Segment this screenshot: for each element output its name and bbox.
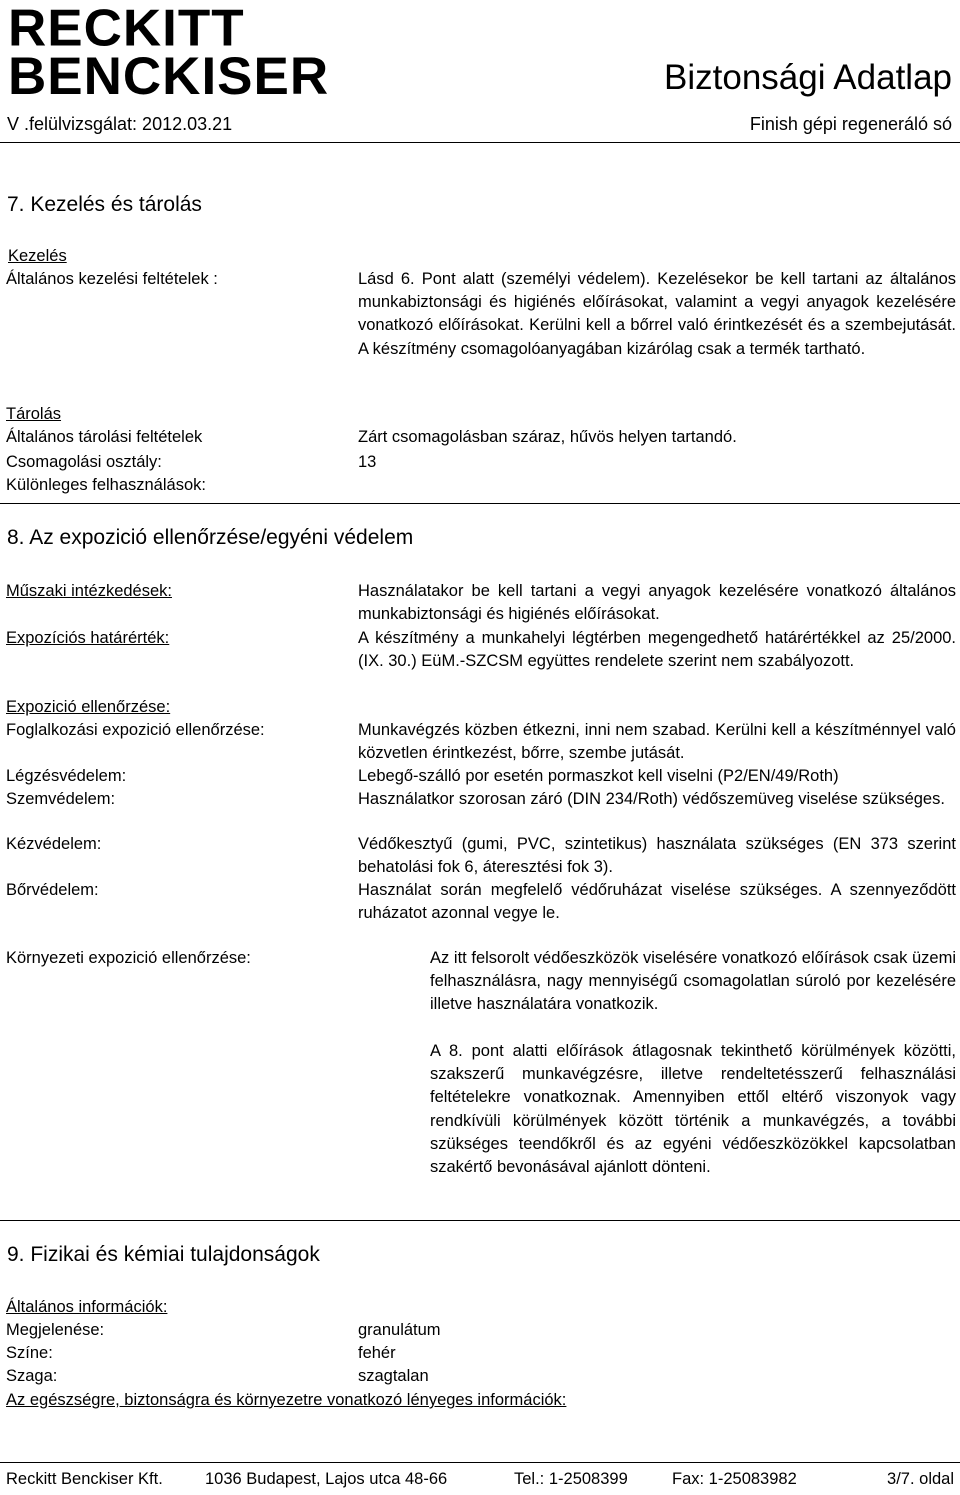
product-name: Finish gépi regeneráló só [749, 114, 952, 134]
exposure-limits-label: Expozíciós határérték: [6, 629, 170, 647]
handling-text: Lásd 6. Pont alatt (személyi védelem). Kezelésekor be kell tartani az általános munkabiztonsági és higiénés előírásokat, valamint a vegyi anyagok kezelésére vonatkozó előírásokat. Kerülni kell a bőrrel való érintkezését és a szembejutását. A készítmény csomagolóanyagában kizárólag csak a termék tartható. [358, 270, 956, 358]
respiratory-protection-text: Lebegő-szálló por esetén pormaszkot kell viselni (P2/EN/49/Roth) [358, 767, 839, 785]
footer-fax: Fax: 1-25083982 [672, 1470, 797, 1488]
footer-page-number: 3/7. oldal [887, 1470, 954, 1488]
packing-class-value: 13 [358, 453, 377, 471]
color-value: fehér [358, 1344, 396, 1362]
packing-class-label: Csomagolási osztály: [6, 453, 162, 471]
health-safety-info-label: Az egészségre, biztonságra és környezetre vonatkozó lényeges információk: [6, 1391, 567, 1409]
general-info-label: Általános információk: [6, 1298, 168, 1316]
section-7-divider [0, 503, 960, 504]
odor-label: Szaga: [6, 1367, 58, 1385]
footer-phone: Tel.: 1-2508399 [514, 1470, 628, 1488]
document-title: Biztonsági Adatlap [664, 58, 952, 97]
footer-company: Reckitt Benckiser Kft. [6, 1470, 163, 1488]
section-9-title: 9. Fizikai és kémiai tulajdonságok [7, 1243, 320, 1266]
color-label: Színe: [6, 1344, 53, 1362]
company-logo [8, 0, 330, 106]
skin-protection-label: Bőrvédelem: [6, 881, 99, 899]
skin-protection-text: Használat során megfelelő védőruházat viselése szükséges. A szennyeződött ruházatot azonnal vegye le. [358, 881, 956, 923]
technical-measures-text: Használatakor be kell tartani a vegyi anyagok kezelésére vonatkozó általános munkabiztonsági és higiénés előírásokat. [358, 582, 956, 624]
environmental-exposure-text-2: A 8. pont alatti előírások átlagosnak tekinthető körülmények közötti, szakszerű munkavégzésre, illetve rendeltetésszerű felhasználási feltételekre vonatkoznak. Amennyiben ettől eltérő viszonyok vagy rendkívüli körülmények között történik a munkavégzés, a további szükséges teendőkről és az egyéni védőeszközökkel kapcsolatban szakértő bevonásával ajánlott dönteni. [430, 1042, 956, 1177]
handling-heading: Kezelés [8, 247, 67, 265]
environmental-exposure-text-1: Az itt felsorolt védőeszközök viselésére vonatkozó előírások csak üzemi felhasználásra, nagy mennyiségű csomagolatlan súroló por kezelésére illetve használatára vonatkozik. [430, 949, 956, 1014]
section-7-title: 7. Kezelés és tárolás [7, 193, 202, 216]
appearance-label: Megjelenése: [6, 1321, 105, 1339]
storage-label: Általános tárolási feltételek [6, 428, 203, 446]
special-uses-label: Különleges felhasználások: [6, 476, 206, 494]
eye-protection-text: Használatkor szorosan záró (DIN 234/Roth) védőszemüveg viselése szükséges. [358, 790, 945, 808]
header-divider [0, 142, 960, 143]
storage-text: Zárt csomagolásban száraz, hűvös helyen tartandó. [358, 428, 737, 446]
hand-protection-text: Védőkesztyű (gumi, PVC, szintetikus) használata szükséges (EN 373 szerint behatolási fok 6, áteresztési fok 3). [358, 835, 956, 877]
technical-measures-label: Műszaki intézkedések: [6, 582, 172, 600]
section-8-title: 8. Az expozició ellenőrzése/egyéni védelem [7, 526, 414, 549]
respiratory-protection-label: Légzésvédelem: [6, 767, 127, 785]
section-8-divider [0, 1220, 960, 1221]
hand-protection-label: Kézvédelem: [6, 835, 102, 853]
odor-value: szagtalan [358, 1367, 429, 1385]
exposure-limits-text: A készítmény a munkahelyi légtérben megengedhető határértékkel az 25/2000. (IX. 30.) EüM.-SZCSM együttes rendelete szerint nem szabályozott. [358, 629, 956, 671]
exposure-control-label: Expozició ellenőrzése: [6, 698, 171, 716]
occupational-exposure-text: Munkavégzés közben étkezni, inni nem szabad. Kerülni kell a készítménnyel való közvetlen érintkezést, bőrre, szembe jutását. [358, 721, 956, 763]
occupational-exposure-label: Foglalkozási expozició ellenőrzése: [6, 721, 265, 739]
logo-line1: RECKITT [8, 0, 245, 58]
logo-line2: BENCKISER [8, 47, 330, 106]
storage-heading: Tárolás [6, 405, 62, 423]
footer-divider [0, 1462, 960, 1463]
handling-label: Általános kezelési feltételek : [6, 270, 218, 288]
revision-date: V .felülvizsgálat: 2012.03.21 [7, 114, 233, 134]
environmental-exposure-label: Környezeti expozició ellenőrzése: [6, 949, 251, 967]
footer-address: 1036 Budapest, Lajos utca 48-66 [205, 1470, 448, 1488]
eye-protection-label: Szemvédelem: [6, 790, 116, 808]
appearance-value: granulátum [358, 1321, 441, 1339]
